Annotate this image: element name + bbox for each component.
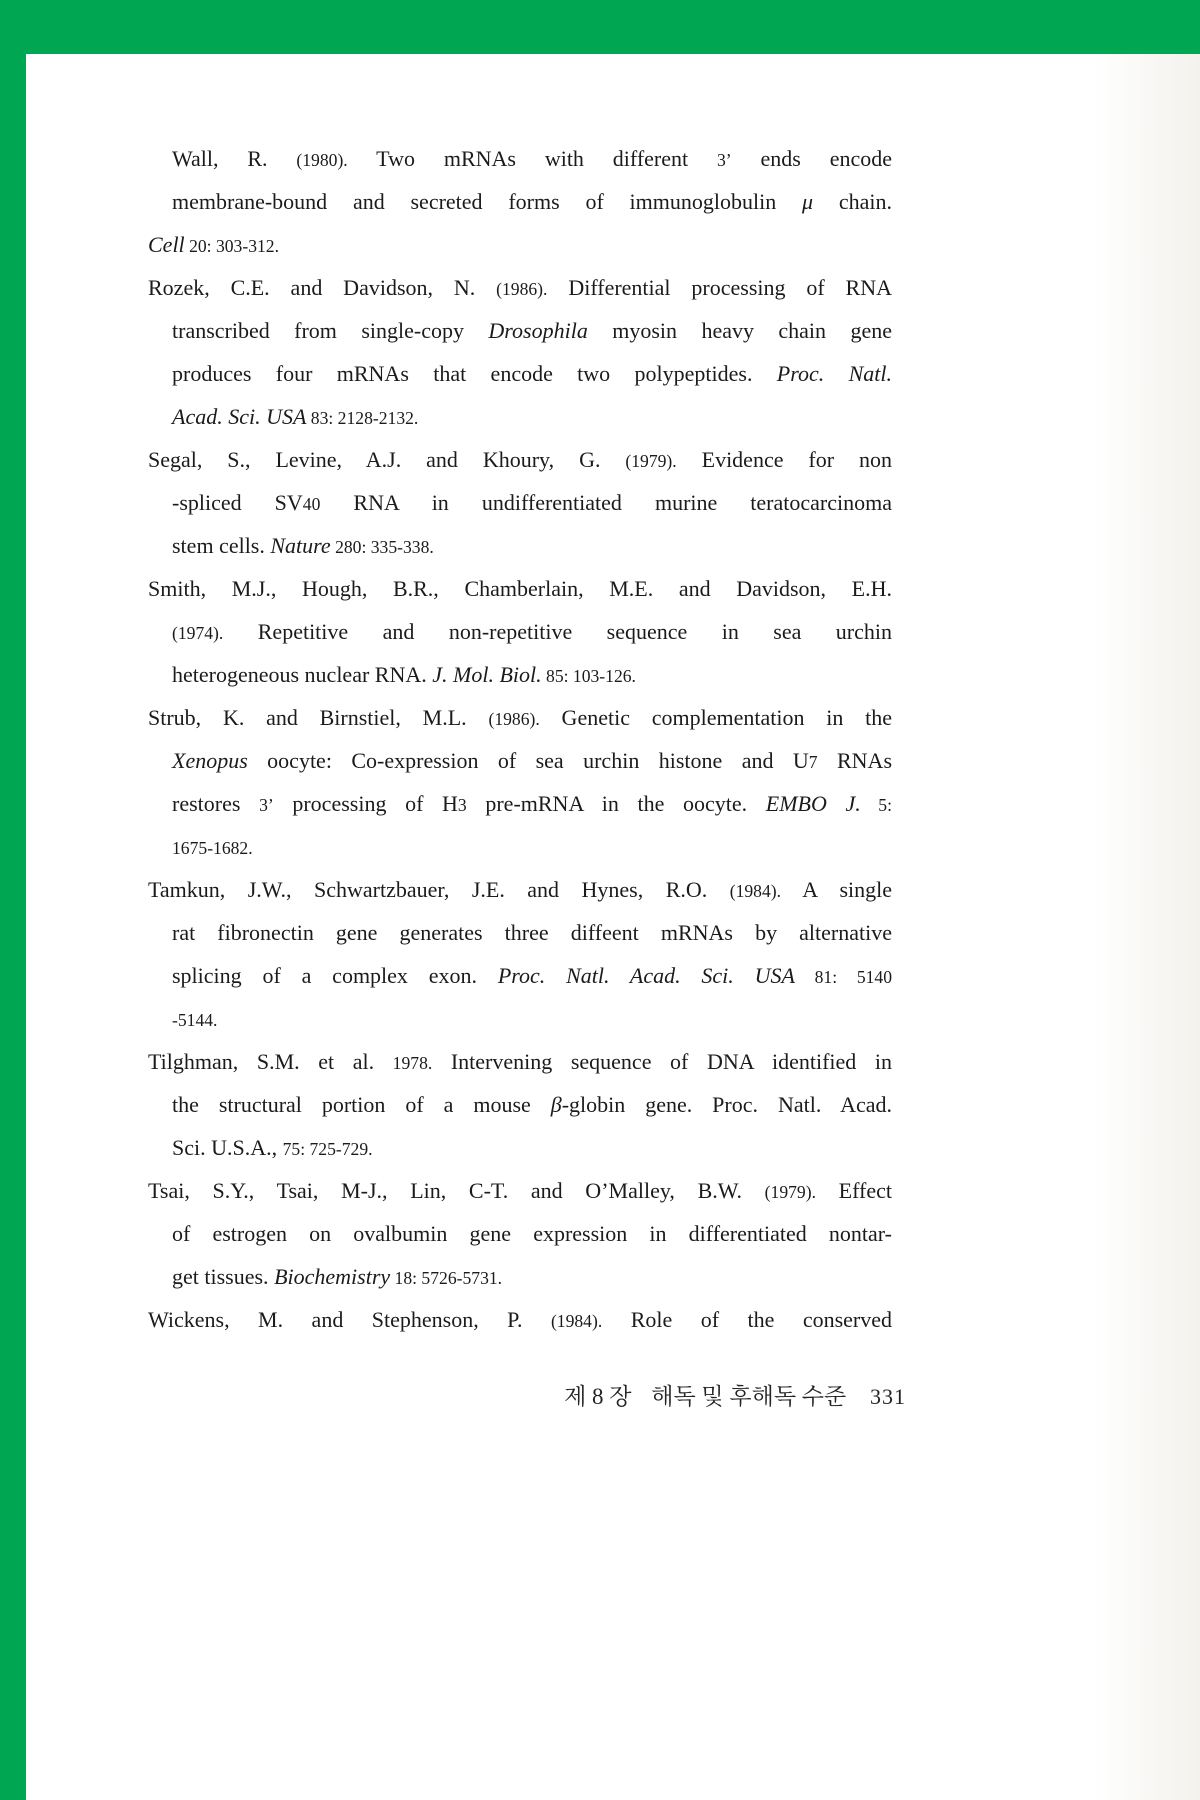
numeric-text: (1980).: [296, 150, 348, 170]
numeric-text: 1978.: [392, 1053, 433, 1073]
numeric-text: 5:: [860, 795, 892, 815]
numeric-text: (1974).: [172, 623, 224, 643]
numeric-text: (1986).: [496, 279, 548, 299]
reference-line: [148, 997, 892, 1040]
footer-section-title: 해독 및 후해독 수준: [651, 1384, 847, 1409]
numeric-text: (1984).: [550, 1311, 603, 1331]
reference-entry: [148, 438, 892, 567]
body-text: myosin heavy chain gene: [587, 318, 892, 343]
italic-text: Xenopus: [172, 748, 248, 773]
body-text: Intervening sequence of DNA identified in: [432, 1049, 892, 1074]
reference-entry: [148, 1040, 892, 1169]
body-text: heterogeneous nuclear RNA.: [172, 662, 433, 687]
body-text: oocyte: Co-expression of sea urchin histone and U: [247, 748, 809, 773]
reference-line: [148, 1169, 892, 1212]
body-text: Tamkun, J.W., Schwartzbauer, J.E. and Hynes, R.O.: [148, 877, 730, 902]
body-text: RNA in undifferentiated murine teratocarcinoma: [320, 490, 892, 515]
reference-line: [148, 696, 892, 739]
numeric-text: 18: 5726-5731.: [390, 1268, 503, 1288]
reference-entry: [148, 1298, 892, 1341]
italic-text: EMBO J.: [765, 791, 861, 816]
reference-line: [148, 1126, 892, 1169]
reference-line: [148, 137, 892, 180]
numeric-text: 1675-1682.: [172, 838, 253, 858]
body-text: Differential processing of RNA: [547, 275, 893, 300]
body-text: processing of H: [273, 791, 458, 816]
italic-text: Acad. Sci. USA: [172, 404, 307, 429]
reference-line: [148, 1083, 892, 1126]
body-text: the structural portion of a mouse: [172, 1092, 551, 1117]
italic-text: Cell: [148, 232, 185, 257]
italic-text: μ: [802, 189, 814, 214]
italic-text: Proc. Natl. Acad. Sci. USA: [497, 963, 795, 988]
numeric-text: (1984).: [729, 881, 782, 901]
reference-line: [148, 223, 892, 266]
reference-line: [148, 782, 892, 825]
body-text: splicing of a complex exon.: [172, 963, 498, 988]
numeric-text: 3: [457, 795, 467, 815]
body-text: Segal, S., Levine, A.J. and Khoury, G.: [148, 447, 626, 472]
reference-entry: [148, 567, 892, 696]
italic-text: J. Mol. Biol.: [432, 662, 542, 687]
body-text: Genetic complementation in the: [539, 705, 892, 730]
numeric-text: (1979).: [625, 451, 677, 471]
reference-line: [148, 395, 892, 438]
numeric-text: (1979).: [764, 1182, 816, 1202]
reference-line: [148, 438, 892, 481]
page-footer: [0, 1378, 906, 1411]
body-text: Role of the conserved: [602, 1307, 893, 1332]
numeric-text: (1986).: [488, 709, 540, 729]
body-text: RNAs: [817, 748, 893, 773]
body-text: Two mRNAs with different: [347, 146, 717, 171]
references-list: [148, 137, 892, 1341]
body-text: Tsai, S.Y., Tsai, M-J., Lin, C-T. and O’Malley, B.W.: [148, 1178, 765, 1203]
body-text: rat fibronectin gene generates three diffeent mRNAs by alternative: [172, 920, 892, 945]
body-text: stem cells.: [172, 533, 271, 558]
body-text: Tilghman, S.M. et al.: [148, 1049, 393, 1074]
footer-page-number: 331: [870, 1384, 906, 1409]
body-text: Strub, K. and Birnstiel, M.L.: [148, 705, 489, 730]
reference-line: [148, 266, 892, 309]
reference-line: [148, 524, 892, 567]
scan-top-green-strip: [0, 0, 1200, 54]
italic-text: β: [550, 1092, 562, 1117]
body-text: -globin gene. Proc. Natl. Acad.: [561, 1092, 892, 1117]
reference-line: [148, 868, 892, 911]
body-text: chain.: [813, 189, 892, 214]
numeric-text: 20: 303-312.: [184, 236, 279, 256]
numeric-text: 280: 335-338.: [330, 537, 434, 557]
scan-left-green-strip: [0, 0, 26, 1800]
body-text: Wickens, M. and Stephenson, P.: [148, 1307, 551, 1332]
reference-entry: [148, 137, 892, 266]
reference-line: [148, 911, 892, 954]
body-text: pre-mRNA in the oocyte.: [466, 791, 766, 816]
reference-line: [148, 1255, 892, 1298]
reference-line: [148, 309, 892, 352]
body-text: membrane-bound and secreted forms of immunoglobulin: [172, 189, 803, 214]
numeric-text: 83: 2128-2132.: [306, 408, 419, 428]
italic-text: Biochemistry: [274, 1264, 391, 1289]
numeric-text: 40: [302, 494, 321, 514]
numeric-text: 85: 103-126.: [541, 666, 636, 686]
body-text: Smith, M.J., Hough, B.R., Chamberlain, M.E. and Davidson, E.H.: [148, 576, 892, 601]
body-text: produces four mRNAs that encode two polypeptides.: [172, 361, 777, 386]
numeric-text: 75: 725-729.: [282, 1139, 373, 1159]
footer-chapter-label: 제 8 장: [564, 1384, 632, 1409]
body-text: restores: [172, 791, 260, 816]
numeric-text: -5144.: [172, 1010, 218, 1030]
reference-entry: [148, 868, 892, 1040]
body-text: Sci. U.S.A.,: [172, 1135, 283, 1160]
italic-text: Nature: [270, 533, 331, 558]
body-text: of estrogen on ovalbumin gene expression in differentiated nontar-: [172, 1221, 892, 1246]
body-text: -spliced SV: [172, 490, 303, 515]
body-text: get tissues.: [172, 1264, 275, 1289]
reference-line: [148, 610, 892, 653]
reference-line: [148, 825, 892, 868]
body-text: Repetitive and non-repetitive sequence in sea urchin: [223, 619, 892, 644]
body-text: Effect: [815, 1178, 892, 1203]
body-text: Evidence for non: [676, 447, 892, 472]
numeric-text: 81: 5140: [794, 967, 893, 987]
numeric-text: 3’: [717, 150, 732, 170]
reference-line: [148, 481, 892, 524]
body-text: ends encode: [731, 146, 893, 171]
reference-line: [148, 653, 892, 696]
reference-entry: [148, 266, 892, 438]
reference-line: [148, 739, 892, 782]
reference-line: [148, 567, 892, 610]
reference-line: [148, 180, 892, 223]
italic-text: Proc. Natl.: [776, 361, 892, 386]
reference-entry: [148, 1169, 892, 1298]
body-text: A single: [781, 877, 892, 902]
numeric-text: 7: [808, 752, 818, 772]
body-text: Rozek, C.E. and Davidson, N.: [148, 275, 497, 300]
reference-line: [148, 1040, 892, 1083]
reference-line: [148, 352, 892, 395]
reference-entry: [148, 696, 892, 868]
reference-line: [148, 1212, 892, 1255]
reference-line: [148, 1298, 892, 1341]
body-text: Wall, R.: [172, 146, 297, 171]
body-text: transcribed from single-copy: [172, 318, 489, 343]
reference-line: [148, 954, 892, 997]
numeric-text: 3’: [259, 795, 274, 815]
italic-text: Drosophila: [488, 318, 588, 343]
